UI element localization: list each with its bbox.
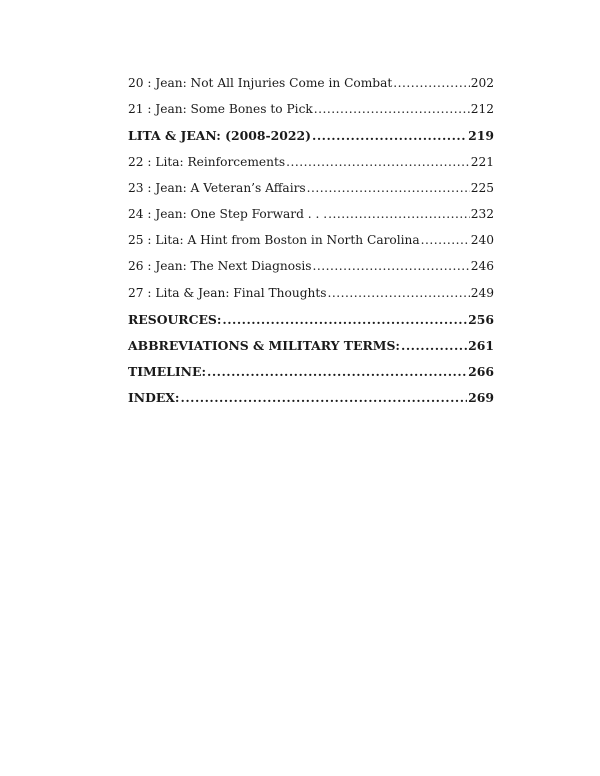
- toc-entry-page: 246: [470, 259, 494, 274]
- toc-entry-chapter-21[interactable]: [128, 102, 494, 128]
- toc-dot-leader: [393, 76, 469, 90]
- toc-entry-title: LITA & JEAN: (2008-2022): [128, 128, 312, 144]
- toc-entry-page: 202: [470, 76, 494, 90]
- toc-dot-leader: [207, 364, 467, 379]
- toc-entry-title: ABBREVIATIONS & MILITARY TERMS:: [128, 337, 400, 353]
- toc-entry-chapter-23[interactable]: [128, 181, 494, 207]
- toc-entry-title: 21 : Jean: Some Bones to Pick: [128, 102, 313, 117]
- toc-entry-chapter-20[interactable]: [128, 76, 494, 102]
- toc-dot-leader: [312, 128, 467, 143]
- toc-entry-page: 249: [470, 285, 494, 300]
- toc-entry-page: 269: [468, 390, 494, 406]
- toc-dot-leader: [286, 155, 470, 169]
- toc-entry-title: 25 : Lita: A Hint from Boston in North Carolina: [128, 233, 420, 248]
- toc-entry-page: 219: [468, 128, 494, 144]
- toc-entry-timeline[interactable]: [128, 364, 494, 390]
- toc-entry-title: INDEX:: [128, 390, 180, 406]
- toc-entry-page: 266: [468, 364, 494, 380]
- toc-entry-part-lita-jean[interactable]: [128, 128, 494, 154]
- toc-entry-title: 23 : Jean: A Veteran’s Affairs: [128, 180, 306, 195]
- toc-entry-index[interactable]: [128, 390, 494, 416]
- toc-entry-page: 221: [470, 154, 494, 169]
- toc-dot-leader: [328, 207, 470, 221]
- toc-dot-leader: [421, 233, 470, 247]
- toc-entry-page: 240: [470, 233, 494, 248]
- table-of-contents: [128, 76, 494, 416]
- toc-entry-page: 232: [470, 206, 494, 221]
- toc-entry-title: RESOURCES:: [128, 311, 222, 327]
- toc-entry-title: 27 : Lita & Jean: Final Thoughts: [128, 285, 327, 300]
- toc-dot-leader: [222, 312, 467, 327]
- toc-entry-page: 212: [470, 102, 494, 117]
- toc-entry-abbreviations[interactable]: [128, 338, 494, 364]
- toc-entry-chapter-26[interactable]: [128, 259, 494, 285]
- toc-dot-leader: [307, 181, 470, 195]
- toc-entry-chapter-27[interactable]: [128, 286, 494, 312]
- toc-dot-leader: [314, 102, 470, 116]
- toc-entry-title: TIMELINE:: [128, 364, 207, 380]
- toc-dot-leader: [181, 390, 468, 405]
- toc-entry-chapter-24[interactable]: [128, 207, 494, 233]
- toc-dot-leader: [328, 286, 470, 300]
- toc-entry-title: 24 : Jean: One Step Forward . . .: [128, 206, 328, 221]
- toc-entry-page: 261: [468, 337, 494, 353]
- toc-entry-title: 22 : Lita: Reinforcements: [128, 154, 286, 169]
- toc-entry-title: 26 : Jean: The Next Diagnosis: [128, 259, 312, 274]
- toc-entry-title: 20 : Jean: Not All Injuries Come in Combat: [128, 76, 393, 90]
- toc-entry-page: 225: [470, 180, 494, 195]
- toc-entry-page: 256: [468, 311, 494, 327]
- toc-dot-leader: [312, 259, 469, 273]
- toc-entry-chapter-22[interactable]: [128, 155, 494, 181]
- toc-dot-leader: [401, 338, 467, 353]
- toc-entry-resources[interactable]: [128, 312, 494, 338]
- toc-entry-chapter-25[interactable]: [128, 233, 494, 259]
